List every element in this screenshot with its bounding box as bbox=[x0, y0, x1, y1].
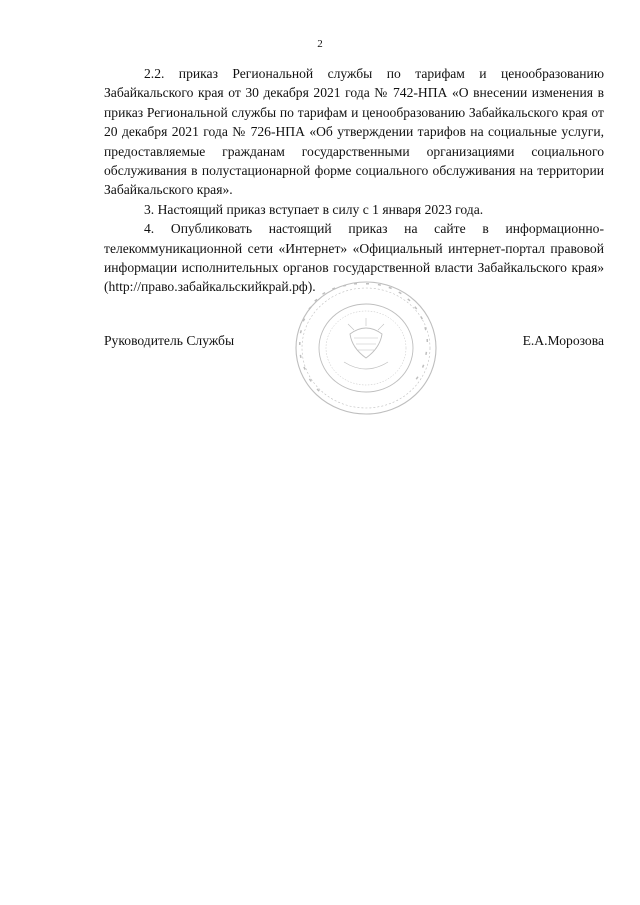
document-body bbox=[104, 64, 604, 297]
signature-block bbox=[104, 333, 604, 353]
paragraph-4: 4. Опубликовать настоящий приказ на сайте в информационно-телекоммуникационной сети «Интернет» «Официальный интернет-портал правовой информации исполнительных органов государственной власти Забайкальского края» (http://право.забайкальскийкрай.рф). bbox=[104, 221, 604, 295]
page-number: 2 bbox=[317, 38, 323, 50]
paragraph-3: 3. Настоящий приказ вступает в силу с 1 января 2023 года. bbox=[144, 201, 484, 217]
paragraph-2-2: 2.2. приказ Региональной службы по тарифам и ценообразованию Забайкальского края от 30 декабря 2021 года № 742-НПА «О внесении изменения в приказ Региональной службы по тарифам и ценообразованию Забайкальского края от 20 декабря 2021 года № 726-НПА «Об утверждении тарифов на социальные услуги, предоставляемые гражданам государственными организациями социального обслуживания в полустационарной форме социального обслуживания на территории Забайкальского края». bbox=[104, 66, 604, 198]
signatory-name: Е.А.Морозова bbox=[522, 333, 604, 348]
signatory-title: Руководитель Службы bbox=[104, 333, 235, 348]
